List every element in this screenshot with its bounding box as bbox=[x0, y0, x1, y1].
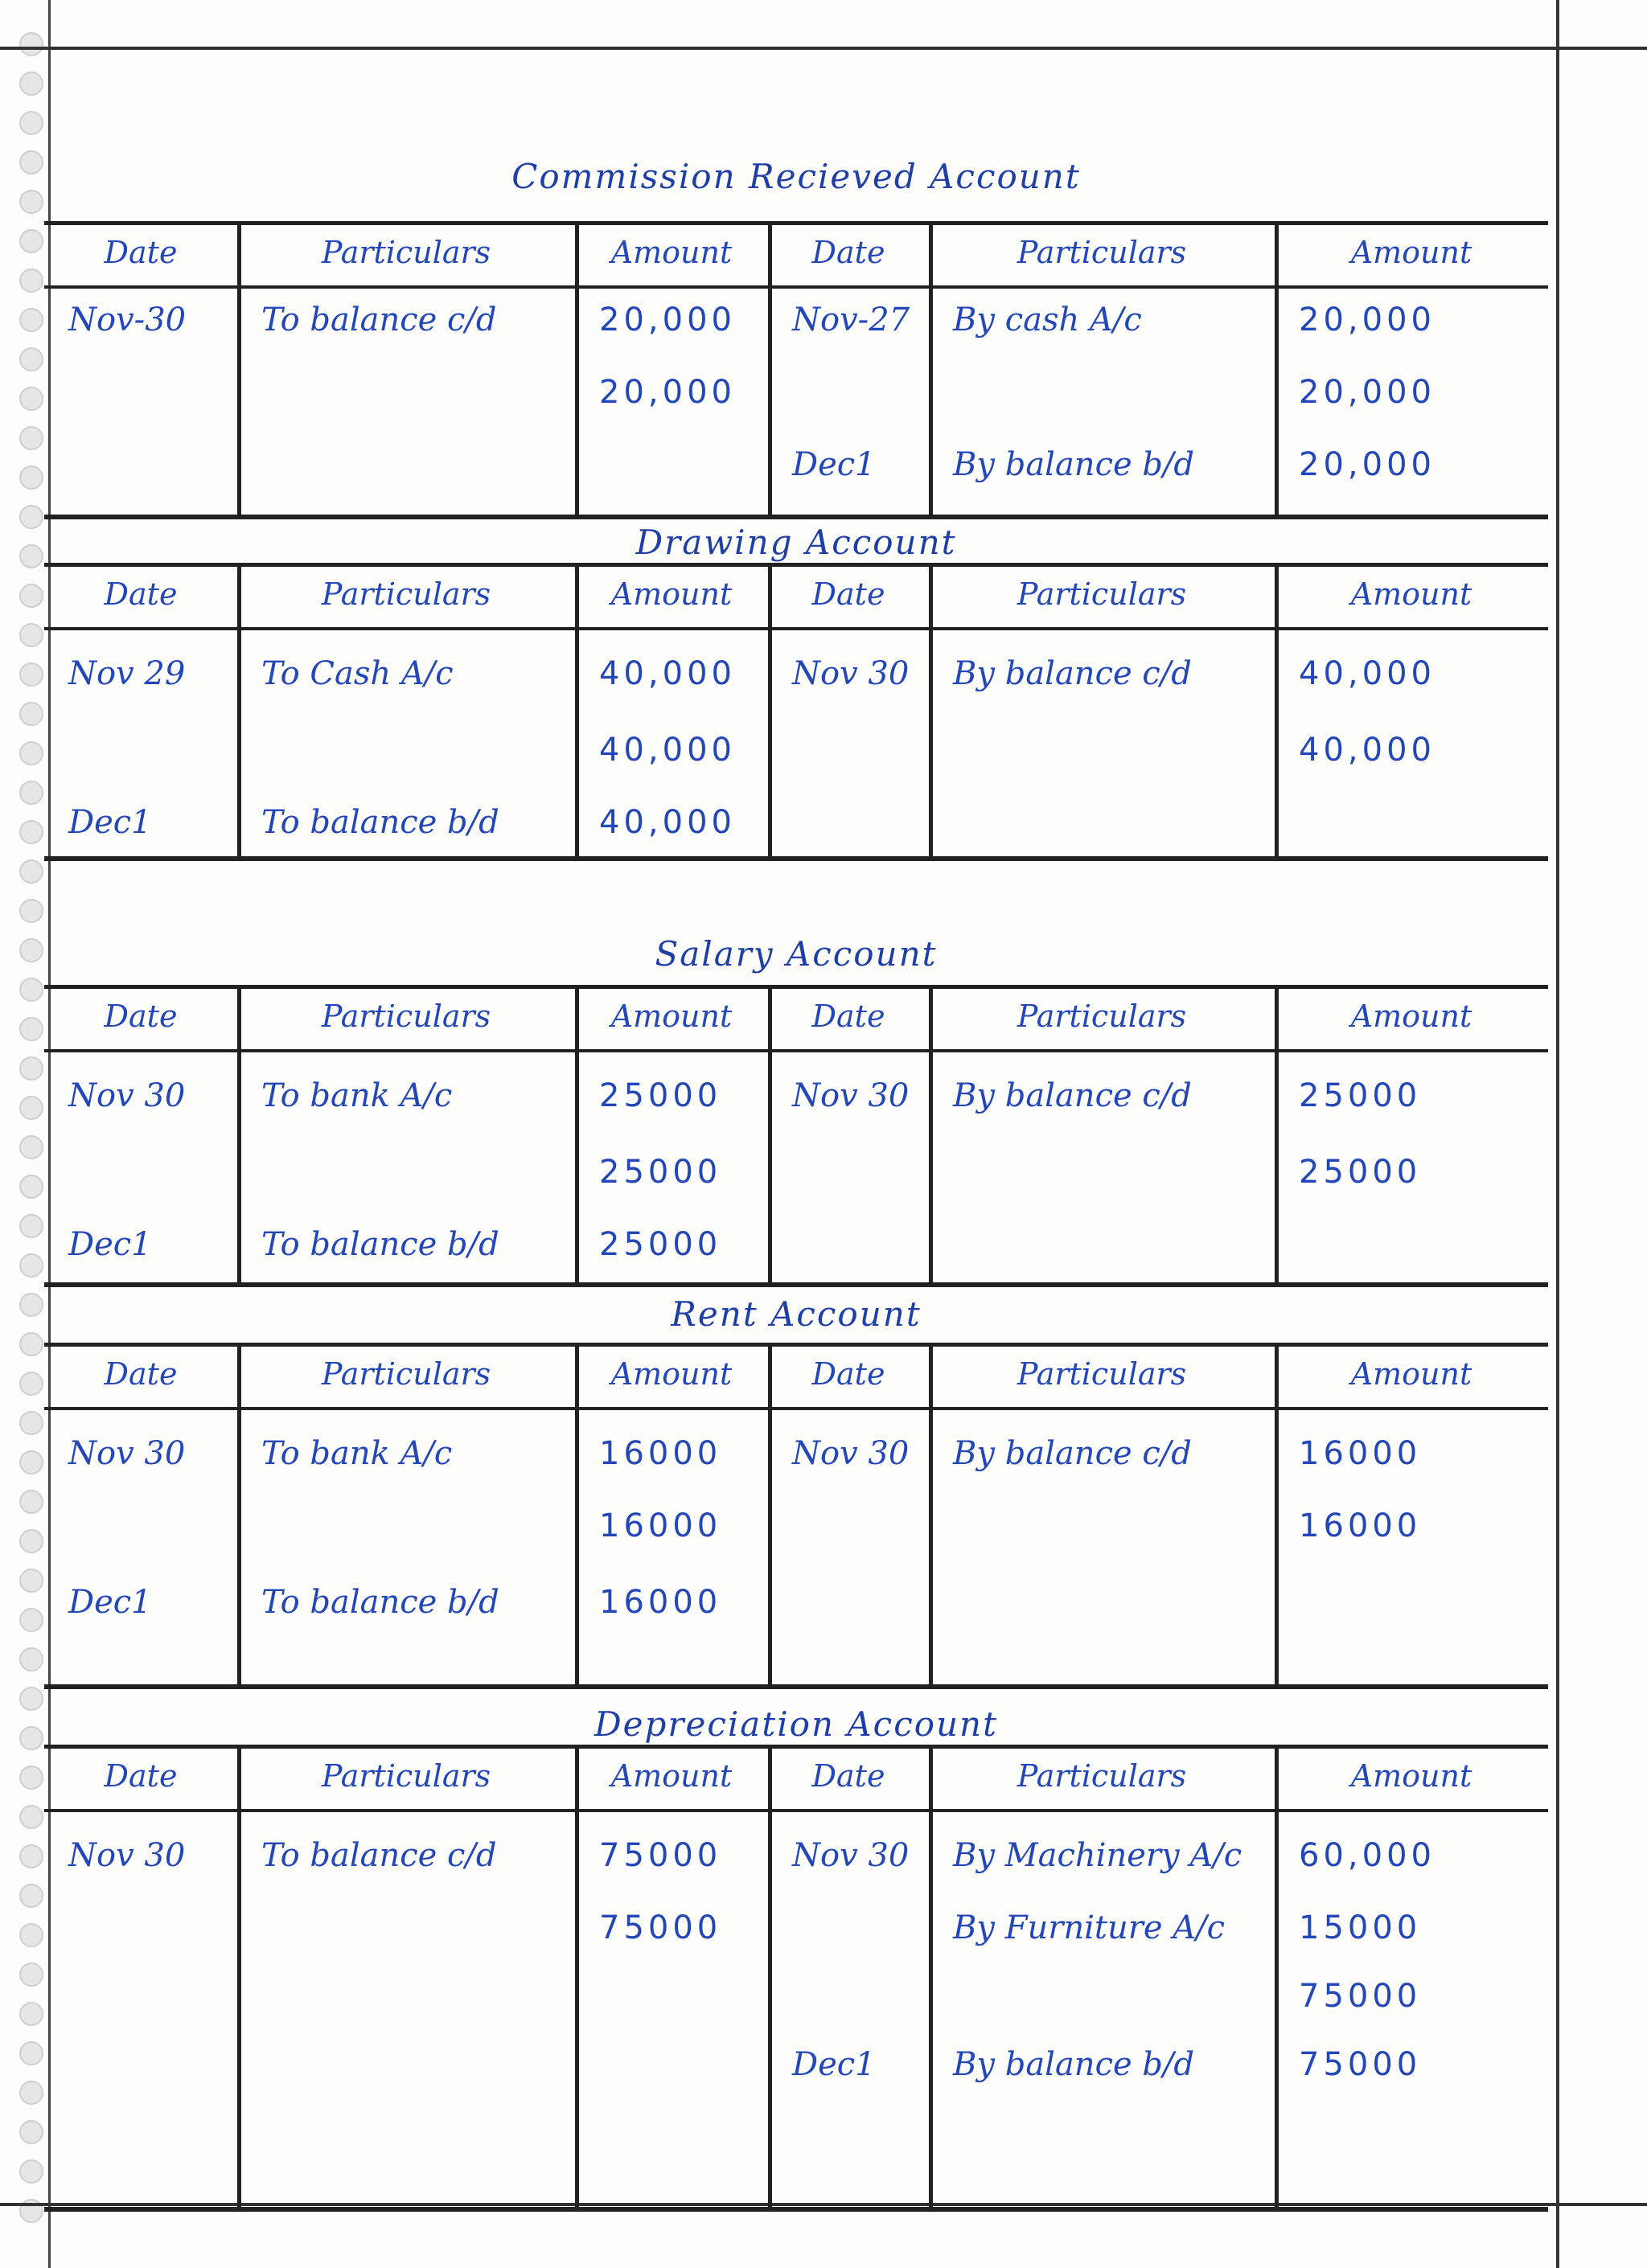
column-header-amount: Amount bbox=[1350, 576, 1472, 612]
entry-amount: 16000 bbox=[599, 1584, 722, 1621]
column-divider bbox=[929, 1749, 933, 2207]
binding-hole bbox=[19, 899, 43, 923]
entry-amount: 40,000 bbox=[599, 732, 736, 769]
header-divider bbox=[44, 1049, 1548, 1052]
entry-date: Dec1 bbox=[792, 2046, 876, 2083]
binding-hole bbox=[19, 32, 43, 56]
binding-hole bbox=[19, 111, 43, 135]
binding-hole bbox=[19, 2081, 43, 2105]
column-divider bbox=[1275, 1749, 1279, 2207]
entry-particulars: By balance c/d bbox=[953, 655, 1192, 692]
column-header-particulars: Particulars bbox=[1017, 576, 1187, 612]
column-header-date: Date bbox=[104, 235, 178, 270]
entry-particulars: To balance b/d bbox=[261, 1226, 499, 1263]
column-header-date: Date bbox=[104, 576, 178, 612]
binding-hole bbox=[19, 1923, 43, 1947]
binding-hole bbox=[19, 387, 43, 411]
column-header-date: Date bbox=[811, 576, 885, 612]
ledger-title: Depreciation Account bbox=[594, 1704, 998, 1744]
entry-amount: 75000 bbox=[599, 1837, 722, 1874]
binding-hole bbox=[19, 1411, 43, 1435]
column-divider bbox=[575, 1347, 579, 1684]
binding-hole bbox=[19, 1529, 43, 1553]
entry-date: Dec1 bbox=[792, 446, 876, 483]
entry-amount: 40,000 bbox=[1299, 732, 1435, 769]
column-header-date: Date bbox=[811, 999, 885, 1034]
binding-hole bbox=[19, 1017, 43, 1041]
column-divider bbox=[237, 1749, 241, 2207]
column-header-amount: Amount bbox=[610, 999, 733, 1034]
column-header-amount: Amount bbox=[610, 576, 733, 612]
binding-hole bbox=[19, 1293, 43, 1317]
entry-amount: 20,000 bbox=[1299, 301, 1435, 338]
binding-hole bbox=[19, 72, 43, 96]
binding-hole bbox=[19, 505, 43, 529]
header-divider bbox=[44, 285, 1548, 289]
binding-hole bbox=[19, 1687, 43, 1711]
entry-date: Nov 30 bbox=[68, 1077, 186, 1114]
entry-date: Nov 30 bbox=[68, 1837, 186, 1874]
column-header-particulars: Particulars bbox=[1017, 1356, 1187, 1392]
binding-hole bbox=[19, 1608, 43, 1632]
ledger-title: Salary Account bbox=[655, 934, 938, 974]
column-divider bbox=[1275, 1347, 1279, 1684]
entry-date: Nov 30 bbox=[792, 1435, 910, 1472]
column-header-amount: Amount bbox=[1350, 999, 1472, 1034]
column-header-date: Date bbox=[811, 1356, 885, 1392]
entry-particulars: To balance b/d bbox=[261, 1584, 499, 1621]
column-header-amount: Amount bbox=[1350, 1356, 1472, 1392]
column-header-date: Date bbox=[811, 235, 885, 270]
column-header-particulars: Particulars bbox=[321, 1356, 491, 1392]
entry-particulars: By cash A/c bbox=[953, 301, 1142, 338]
binding-hole bbox=[19, 2120, 43, 2144]
column-header-date: Date bbox=[104, 1356, 178, 1392]
ledger-table bbox=[44, 1343, 1548, 1689]
entry-amount: 25000 bbox=[599, 1077, 722, 1114]
ledger-title: Rent Account bbox=[671, 1294, 922, 1334]
entry-date: Nov-30 bbox=[68, 301, 187, 338]
entry-amount: 75000 bbox=[1299, 2046, 1422, 2083]
binding-hole bbox=[19, 1175, 43, 1199]
binding-hole bbox=[19, 662, 43, 687]
column-header-amount: Amount bbox=[1350, 235, 1472, 270]
binding-hole bbox=[19, 1135, 43, 1159]
ledger-title: Drawing Account bbox=[635, 523, 957, 562]
binding-hole bbox=[19, 426, 43, 450]
entry-particulars: By balance c/d bbox=[953, 1435, 1192, 1472]
entry-date: Nov-27 bbox=[792, 301, 910, 338]
entry-particulars: To bank A/c bbox=[261, 1077, 453, 1114]
binding-hole bbox=[19, 1056, 43, 1081]
entry-amount: 40,000 bbox=[599, 804, 736, 841]
binding-hole bbox=[19, 2041, 43, 2065]
binding-hole bbox=[19, 308, 43, 332]
entry-amount: 20,000 bbox=[599, 374, 736, 411]
binding-hole bbox=[19, 2159, 43, 2184]
column-header-particulars: Particulars bbox=[321, 576, 491, 612]
top-rule bbox=[0, 47, 1647, 50]
spiral-binding bbox=[11, 32, 43, 2251]
entry-date: Nov 30 bbox=[68, 1435, 186, 1472]
binding-hole bbox=[19, 1805, 43, 1829]
entry-amount: 16000 bbox=[1299, 1435, 1422, 1472]
entry-date: Nov 30 bbox=[792, 1837, 910, 1874]
binding-hole bbox=[19, 584, 43, 608]
binding-hole bbox=[19, 938, 43, 962]
binding-hole bbox=[19, 1490, 43, 1514]
entry-date: Nov 30 bbox=[792, 655, 910, 692]
binding-hole bbox=[19, 150, 43, 174]
entry-date: Nov 30 bbox=[792, 1077, 910, 1114]
column-header-amount: Amount bbox=[610, 1758, 733, 1794]
entry-particulars: By balance b/d bbox=[953, 446, 1195, 483]
binding-hole bbox=[19, 1766, 43, 1790]
binding-hole bbox=[19, 1647, 43, 1671]
entry-amount: 20,000 bbox=[599, 301, 736, 338]
column-divider bbox=[768, 1347, 772, 1684]
entry-particulars: To balance b/d bbox=[261, 804, 499, 841]
column-header-particulars: Particulars bbox=[321, 1758, 491, 1794]
binding-hole bbox=[19, 820, 43, 844]
entry-date: Dec1 bbox=[68, 1226, 152, 1263]
entry-date: Dec1 bbox=[68, 1584, 152, 1621]
entry-particulars: By balance c/d bbox=[953, 1077, 1192, 1114]
entry-amount: 75000 bbox=[599, 1909, 722, 1946]
header-divider bbox=[44, 1809, 1548, 1812]
entry-amount: 25000 bbox=[1299, 1077, 1422, 1114]
binding-hole bbox=[19, 1332, 43, 1356]
entry-amount: 40,000 bbox=[1299, 655, 1435, 692]
ledger-table bbox=[44, 563, 1548, 861]
entry-particulars: To bank A/c bbox=[261, 1435, 453, 1472]
entry-amount: 25000 bbox=[1299, 1154, 1422, 1191]
column-divider bbox=[929, 1347, 933, 1684]
binding-hole bbox=[19, 190, 43, 214]
binding-hole bbox=[19, 269, 43, 293]
column-divider bbox=[575, 1749, 579, 2207]
binding-hole bbox=[19, 1884, 43, 1908]
binding-hole bbox=[19, 702, 43, 726]
binding-hole bbox=[19, 741, 43, 765]
column-header-date: Date bbox=[104, 1758, 178, 1794]
binding-hole bbox=[19, 1726, 43, 1750]
entry-particulars: To balance c/d bbox=[261, 301, 497, 338]
entry-particulars: To Cash A/c bbox=[261, 655, 454, 692]
entry-amount: 16000 bbox=[599, 1507, 722, 1544]
binding-hole bbox=[19, 978, 43, 1002]
ledger-title: Commission Recieved Account bbox=[511, 157, 1081, 196]
binding-hole bbox=[19, 1450, 43, 1474]
entry-amount: 25000 bbox=[599, 1226, 722, 1263]
entry-amount: 15000 bbox=[1299, 1909, 1422, 1946]
column-header-particulars: Particulars bbox=[321, 999, 491, 1034]
column-header-amount: Amount bbox=[1350, 1758, 1472, 1794]
binding-hole bbox=[19, 781, 43, 805]
binding-hole bbox=[19, 1962, 43, 1987]
entry-amount: 16000 bbox=[599, 1435, 722, 1472]
binding-hole bbox=[19, 859, 43, 884]
column-header-particulars: Particulars bbox=[1017, 235, 1187, 270]
binding-hole bbox=[19, 229, 43, 253]
binding-hole bbox=[19, 465, 43, 490]
binding-hole bbox=[19, 1844, 43, 1868]
binding-hole bbox=[19, 347, 43, 371]
header-divider bbox=[44, 1407, 1548, 1410]
column-header-particulars: Particulars bbox=[1017, 999, 1187, 1034]
entry-amount: 75000 bbox=[1299, 1978, 1422, 2015]
entry-amount: 16000 bbox=[1299, 1507, 1422, 1544]
column-header-date: Date bbox=[811, 1758, 885, 1794]
right-margin-line bbox=[1556, 0, 1559, 2268]
binding-hole bbox=[19, 623, 43, 647]
column-header-amount: Amount bbox=[610, 235, 733, 270]
binding-hole bbox=[19, 544, 43, 568]
entry-particulars: To balance c/d bbox=[261, 1837, 497, 1874]
entry-amount: 60,000 bbox=[1299, 1837, 1435, 1874]
column-divider bbox=[768, 1749, 772, 2207]
entry-particulars: By Machinery A/c bbox=[953, 1837, 1242, 1874]
ledger-table bbox=[44, 221, 1548, 519]
binding-hole bbox=[19, 1372, 43, 1396]
column-header-particulars: Particulars bbox=[1017, 1758, 1187, 1794]
ledger-table bbox=[44, 1745, 1548, 2212]
binding-hole bbox=[19, 2002, 43, 2026]
column-header-date: Date bbox=[104, 999, 178, 1034]
entry-particulars: By balance b/d bbox=[953, 2046, 1195, 2083]
binding-hole bbox=[19, 1096, 43, 1120]
ledger-table bbox=[44, 985, 1548, 1287]
entry-amount: 20,000 bbox=[1299, 374, 1435, 411]
binding-hole bbox=[19, 1569, 43, 1593]
binding-hole bbox=[19, 1253, 43, 1278]
entry-amount: 40,000 bbox=[599, 655, 736, 692]
entry-amount: 20,000 bbox=[1299, 446, 1435, 483]
entry-date: Dec1 bbox=[68, 804, 152, 841]
column-divider bbox=[237, 1347, 241, 1684]
entry-particulars: By Furniture A/c bbox=[953, 1909, 1226, 1946]
entry-amount: 25000 bbox=[599, 1154, 722, 1191]
header-divider bbox=[44, 627, 1548, 630]
column-header-particulars: Particulars bbox=[321, 235, 491, 270]
entry-date: Nov 29 bbox=[68, 655, 186, 692]
binding-hole bbox=[19, 1214, 43, 1238]
column-header-amount: Amount bbox=[610, 1356, 733, 1392]
